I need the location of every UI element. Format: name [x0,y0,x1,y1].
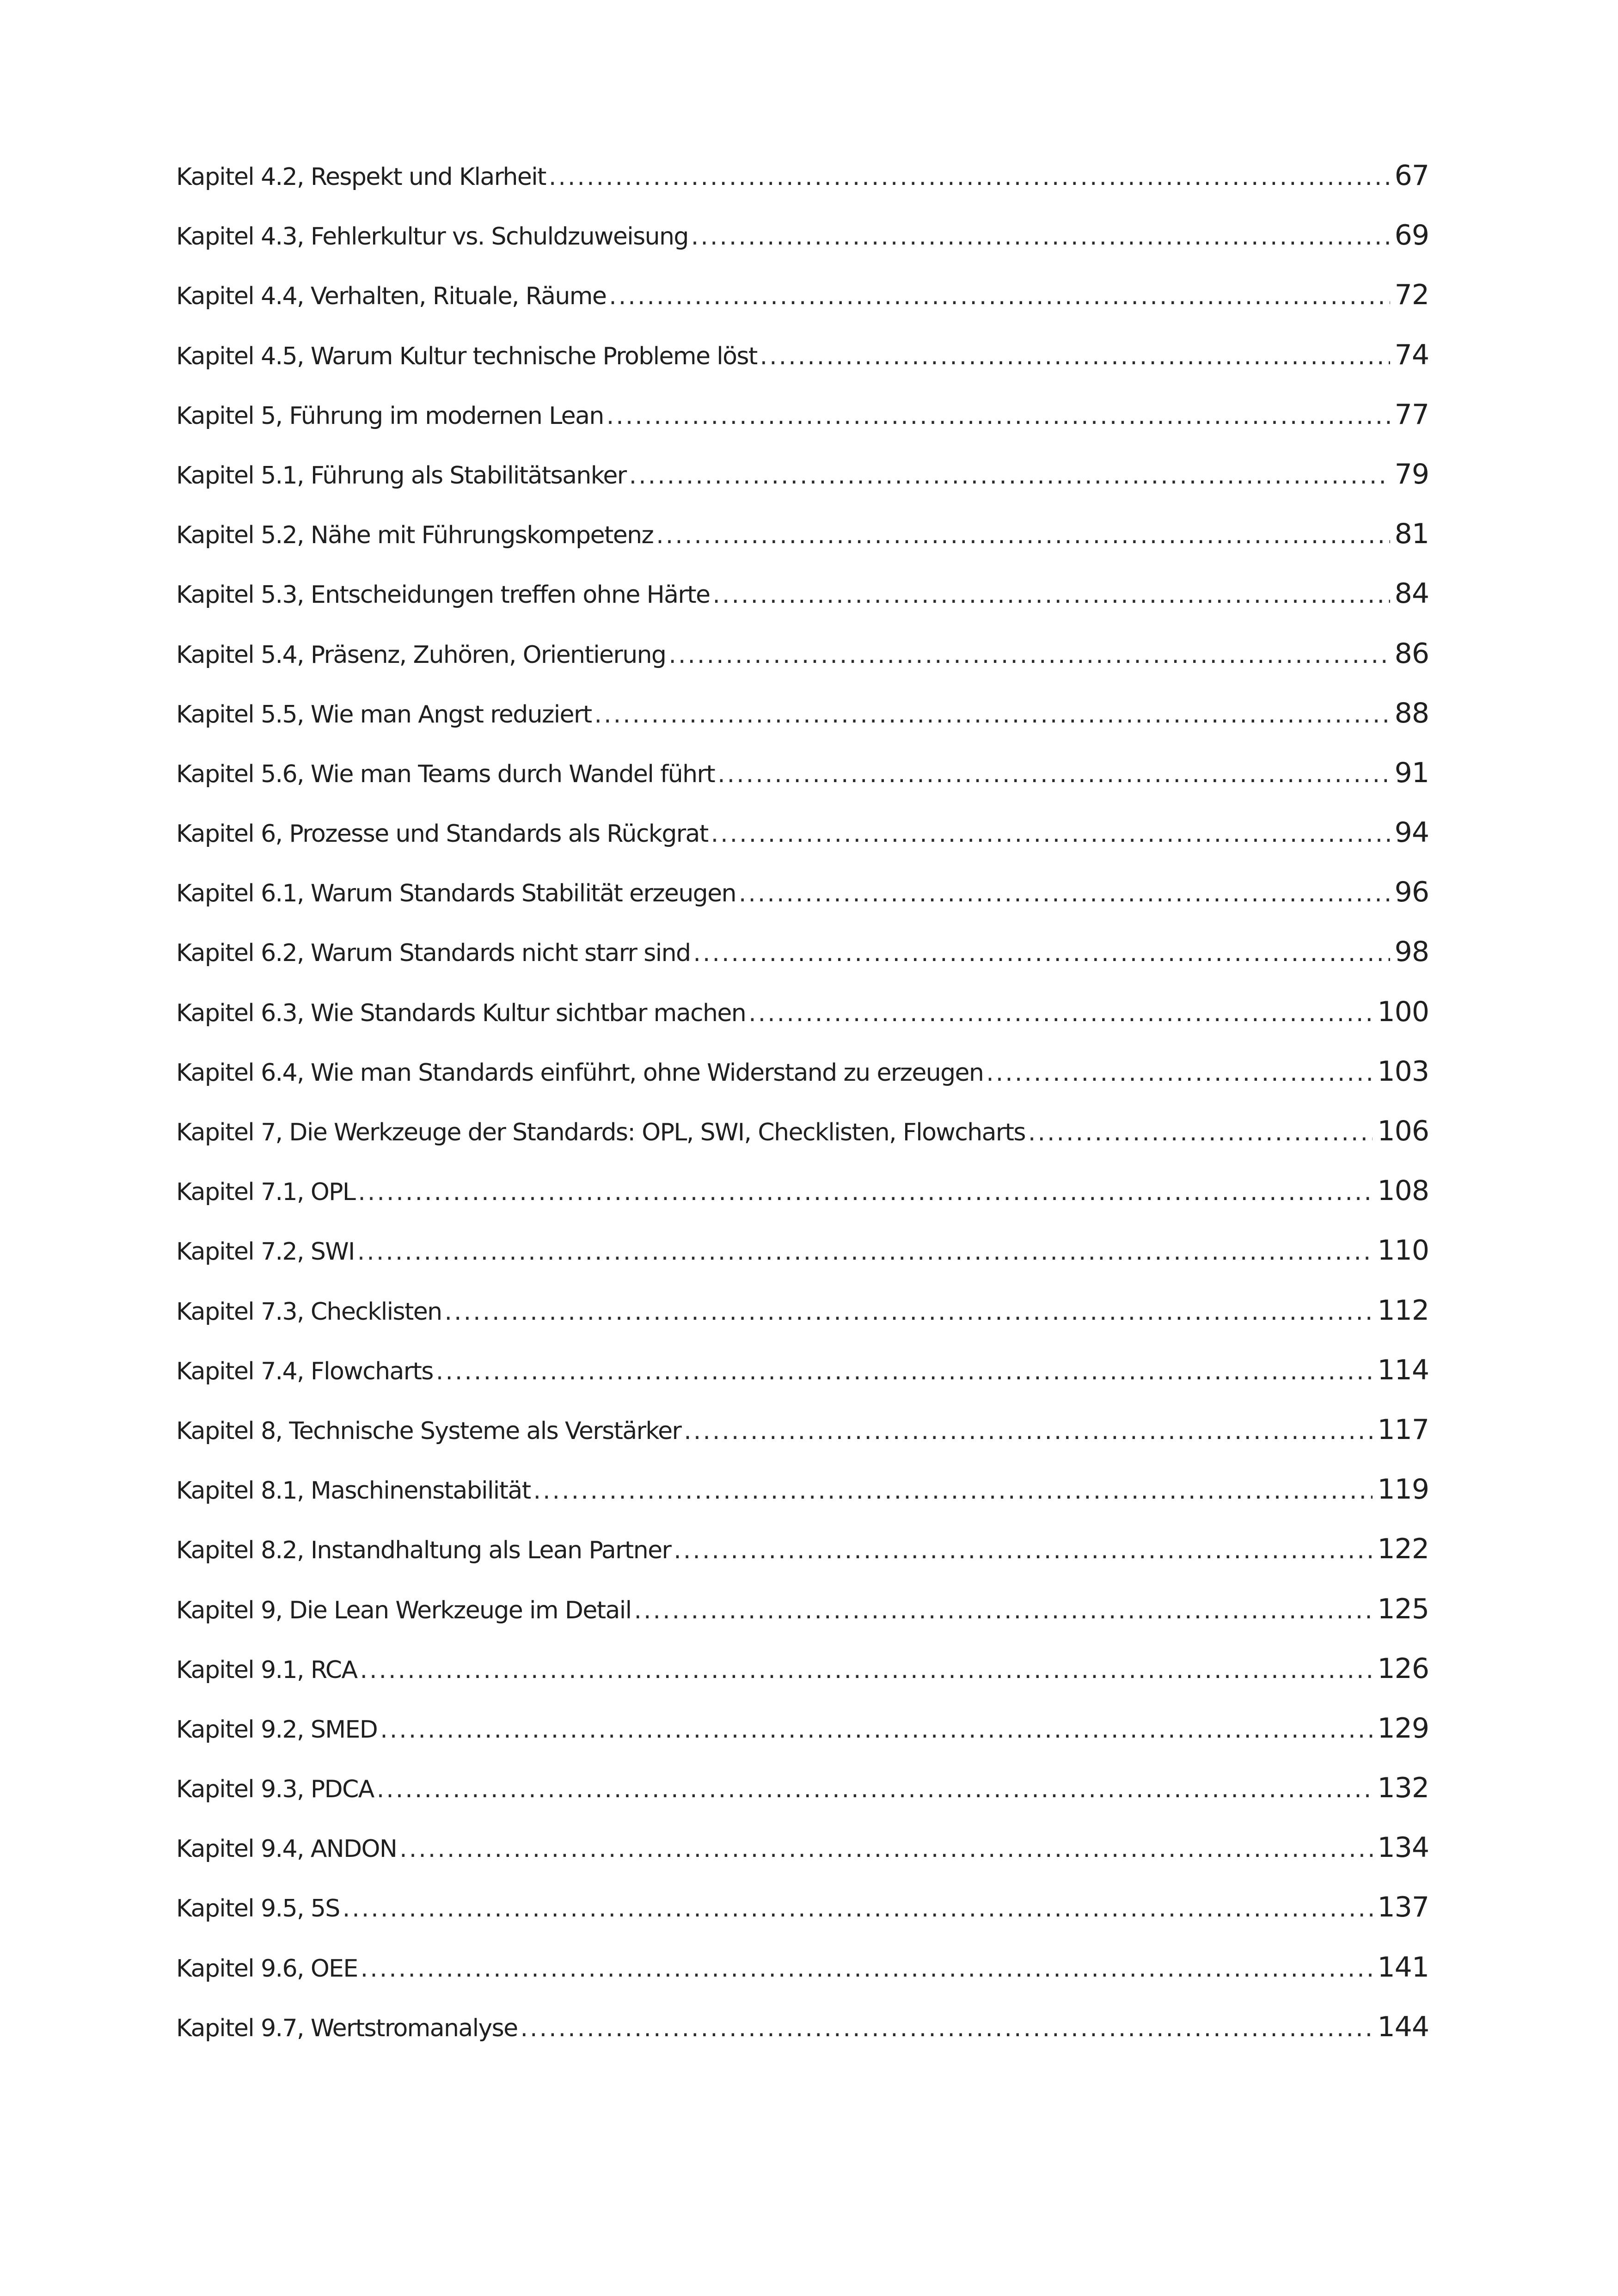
toc-entry-page-number: 114 [1377,1353,1429,1386]
toc-entry[interactable] [176,1115,1429,1175]
toc-entry-title: Kapitel 5.1, Führung als Stabilitätsanker [176,461,626,490]
toc-entry-title: Kapitel 8.2, Instandhaltung als Lean Partner [176,1537,671,1565]
toc-entry-title: Kapitel 5.5, Wie man Angst reduziert [176,700,592,729]
toc-entry-title: Kapitel 9.1, RCA [176,1656,357,1684]
toc-entry[interactable] [176,1354,1429,1414]
toc-entry-page-number: 84 [1394,577,1429,610]
toc-dot-leader [712,581,1390,609]
toc-entry[interactable] [176,219,1429,279]
toc-dot-leader [607,402,1390,430]
toc-entry[interactable] [176,936,1429,995]
toc-entry[interactable] [176,458,1429,518]
toc-dot-leader [549,163,1390,191]
toc-entry-title: Kapitel 9.4, ANDON [176,1835,397,1863]
toc-entry-page-number: 144 [1377,2010,1429,2043]
toc-entry-page-number: 129 [1377,1712,1429,1745]
toc-entry-title: Kapitel 5.4, Präsenz, Zuhören, Orientierung [176,641,666,669]
toc-dot-leader [668,641,1390,669]
toc-dot-leader [739,880,1390,907]
toc-dot-leader [521,2014,1373,2042]
toc-entry-title: Kapitel 5.2, Nähe mit Führungskompetenz [176,521,654,550]
toc-dot-leader [656,521,1390,549]
toc-entry[interactable] [176,1891,1429,1951]
toc-dot-leader [674,1537,1373,1564]
toc-dot-leader [377,1776,1373,1803]
toc-entry-title: Kapitel 8, Technische Systeme als Verstärker [176,1417,681,1445]
toc-entry-title: Kapitel 5, Führung im modernen Lean [176,402,604,430]
toc-entry[interactable] [176,1951,1429,2011]
toc-entry-title: Kapitel 7.4, Flowcharts [176,1357,433,1385]
toc-entry[interactable] [176,1414,1429,1473]
toc-entry[interactable] [176,1653,1429,1712]
toc-entry[interactable] [176,2011,1429,2070]
toc-entry[interactable] [176,757,1429,816]
toc-entry-page-number: 67 [1394,159,1429,192]
toc-entry-page-number: 74 [1394,338,1429,371]
toc-entry-page-number: 137 [1377,1891,1429,1924]
toc-entry-page-number: 126 [1377,1652,1429,1685]
toc-entry-page-number: 86 [1394,637,1429,670]
toc-entry-page-number: 88 [1394,697,1429,729]
toc-entry-page-number: 108 [1377,1175,1429,1207]
toc-dot-leader [533,1477,1373,1505]
toc-dot-leader [399,1835,1373,1863]
toc-entry[interactable] [176,1234,1429,1294]
toc-entry[interactable] [176,518,1429,577]
toc-entry-page-number: 117 [1377,1413,1429,1446]
toc-entry-title: Kapitel 4.3, Fehlerkultur vs. Schuldzuweisung [176,223,688,251]
toc-entry[interactable] [176,1175,1429,1234]
toc-entry-page-number: 112 [1377,1294,1429,1327]
toc-dot-leader [634,1597,1373,1624]
toc-entry-page-number: 79 [1394,458,1429,490]
toc-dot-leader [445,1298,1373,1326]
toc-entry[interactable] [176,697,1429,757]
toc-entry-title: Kapitel 7.1, OPL [176,1178,355,1206]
toc-entry-title: Kapitel 6.2, Warum Standards nicht starr sind [176,939,691,967]
toc-entry[interactable] [176,1772,1429,1831]
toc-entry[interactable] [176,159,1429,219]
toc-dot-leader [986,1059,1373,1087]
toc-entry-page-number: 119 [1377,1473,1429,1506]
toc-dot-leader [717,760,1390,788]
toc-entry-title: Kapitel 9.2, SMED [176,1715,378,1744]
toc-entry-page-number: 69 [1394,219,1429,252]
toc-entry-page-number: 91 [1394,756,1429,789]
toc-dot-leader [436,1358,1373,1385]
toc-dot-leader [361,1955,1373,1983]
toc-dot-leader [691,223,1390,251]
toc-dot-leader [693,939,1390,967]
toc-entry[interactable] [176,279,1429,338]
toc-entry-title: Kapitel 9.6, OEE [176,1954,358,1983]
toc-entry-page-number: 103 [1377,1055,1429,1088]
toc-entry-page-number: 141 [1377,1951,1429,1984]
toc-entry-title: Kapitel 5.3, Entscheidungen treffen ohne Härte [176,581,710,609]
toc-entry-page-number: 100 [1377,995,1429,1028]
toc-entry-title: Kapitel 8.1, Maschinenstabilität [176,1477,531,1505]
toc-entry-title: Kapitel 9.7, Wertstromanalyse [176,2014,518,2042]
toc-entry-page-number: 98 [1394,936,1429,968]
toc-dot-leader [594,701,1390,729]
toc-entry-title: Kapitel 4.4, Verhalten, Rituale, Räume [176,282,607,311]
toc-entry-title: Kapitel 9, Die Lean Werkzeuge im Detail [176,1596,631,1624]
toc-entry-page-number: 106 [1377,1115,1429,1147]
toc-entry-page-number: 125 [1377,1592,1429,1625]
toc-entry[interactable] [176,1294,1429,1354]
toc-entry-title: Kapitel 4.5, Warum Kultur technische Probleme löst [176,342,757,370]
toc-entry-page-number: 110 [1377,1234,1429,1267]
toc-entry[interactable] [176,1712,1429,1772]
toc-entry-title: Kapitel 4.2, Respekt und Klarheit [176,163,546,191]
toc-dot-leader [343,1895,1373,1923]
toc-entry-title: Kapitel 7, Die Werkzeuge der Standards: OPL, SWI, Checklisten, Flowcharts [176,1119,1025,1146]
toc-dot-leader [760,343,1390,370]
toc-entry-page-number: 96 [1394,876,1429,909]
toc-entry-page-number: 81 [1394,518,1429,551]
table-of-contents [176,159,1429,2070]
toc-entry-page-number: 132 [1377,1772,1429,1805]
toc-entry[interactable] [176,398,1429,458]
toc-entry-title: Kapitel 6.1, Warum Standards Stabilität erzeugen [176,880,736,908]
toc-entry-title: Kapitel 6.3, Wie Standards Kultur sichtbar machen [176,999,746,1027]
toc-dot-leader [684,1417,1373,1445]
toc-dot-leader [748,999,1373,1027]
toc-entry[interactable] [176,1831,1429,1891]
toc-entry[interactable] [176,577,1429,637]
toc-entry[interactable] [176,816,1429,876]
toc-entry-page-number: 122 [1377,1533,1429,1566]
toc-entry[interactable] [176,1055,1429,1115]
toc-entry-title: Kapitel 6.4, Wie man Standards einführt, ohne Widerstand zu erzeugen [176,1059,984,1087]
toc-dot-leader [360,1656,1373,1684]
toc-dot-leader [711,820,1390,848]
toc-entry[interactable] [176,1533,1429,1592]
toc-dot-leader [609,282,1390,310]
toc-entry[interactable] [176,1473,1429,1533]
toc-entry-title: Kapitel 9.5, 5S [176,1895,340,1923]
toc-entry[interactable] [176,637,1429,697]
toc-entry[interactable] [176,1593,1429,1653]
toc-entry-title: Kapitel 9.3, PDCA [176,1776,374,1804]
toc-entry-title: Kapitel 5.6, Wie man Teams durch Wandel führt [176,760,715,788]
toc-entry-page-number: 72 [1394,279,1429,312]
toc-entry[interactable] [176,339,1429,398]
toc-dot-leader [357,1238,1373,1266]
toc-entry-title: Kapitel 6, Prozesse und Standards als Rückgrat [176,820,708,848]
toc-dot-leader [358,1178,1373,1206]
toc-entry[interactable] [176,996,1429,1055]
toc-dot-leader [380,1716,1373,1744]
toc-dot-leader [629,462,1390,490]
toc-entry-page-number: 134 [1377,1831,1429,1864]
toc-dot-leader [1028,1119,1373,1146]
toc-entry-page-number: 94 [1394,816,1429,849]
toc-entry-page-number: 77 [1394,398,1429,431]
toc-entry[interactable] [176,876,1429,936]
toc-entry-title: Kapitel 7.2, SWI [176,1238,355,1266]
toc-entry-title: Kapitel 7.3, Checklisten [176,1298,442,1326]
